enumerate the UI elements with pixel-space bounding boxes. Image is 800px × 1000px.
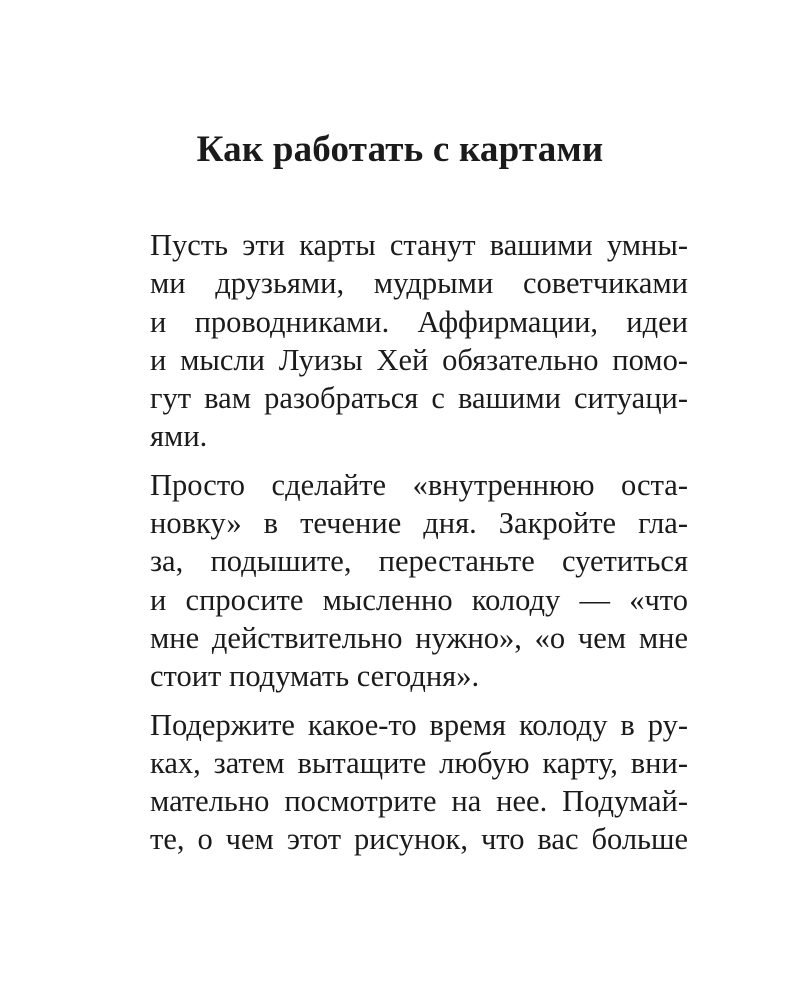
text-line: ми друзьями, мудрыми советчиками [150, 266, 688, 301]
text-line: Просто сделайте «внутреннюю оста- [150, 467, 688, 502]
text-line: мне действительно нужно», «о чем мне [150, 620, 688, 655]
text-line: Подержите какое-то время колоду в ру- [150, 707, 688, 742]
text-line: новку» в течение дня. Закройте гла- [150, 506, 688, 541]
text-line: Пусть эти карты станут вашими умны- [150, 228, 688, 262]
text-line: за, подышите, перестаньте суетиться [150, 544, 688, 579]
text-line: ями. [150, 419, 208, 454]
text-line: и мысли Луизы Хей обязательно помо- [150, 342, 688, 377]
page-title: Как работать с картами [196, 129, 604, 170]
body-text [150, 226, 688, 869]
paragraph-2 [150, 466, 688, 696]
text-line: и спросите мысленно колоду — «что [150, 582, 688, 617]
text-line: ках, затем вытащите любую карту, вни- [150, 745, 688, 780]
text-line: и проводниками. Аффирмации, идеи [150, 304, 688, 339]
text-line: мательно посмотрите на нее. Подумай- [150, 784, 688, 819]
paragraph-3 [150, 706, 688, 859]
text-line: те, о чем этот рисунок, что вас больше [150, 822, 688, 857]
text-line: стоит подумать сегодня». [150, 659, 480, 694]
paragraph-1 [150, 226, 688, 456]
text-line: гут вам разобраться с вашими ситуаци- [150, 381, 688, 416]
